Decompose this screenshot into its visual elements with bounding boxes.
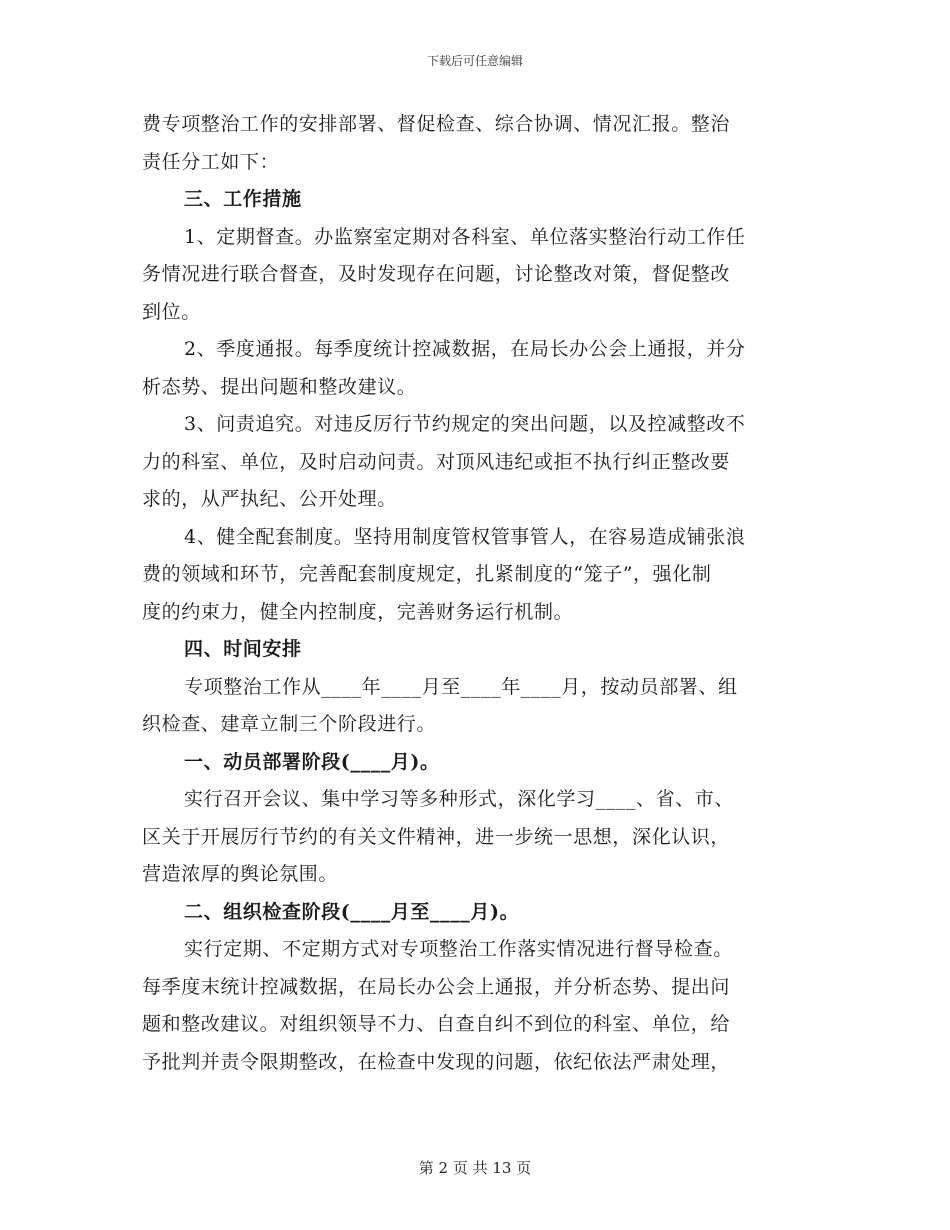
body-line: 4、健全配套制度。坚持用制度管权管事管人，在容易造成铺张浪 (184, 525, 746, 548)
body-line: 1、定期督查。办监察室定期对各科室、单位落实整治行动工作任 (184, 225, 746, 248)
body-line: 责任分工如下： (142, 150, 280, 173)
body-line: 织检查、建章立制三个阶段进行。 (142, 713, 437, 735)
body-line: 专项整治工作从____年____月至____年____月，按动员部署、组 (184, 675, 738, 698)
phase-heading: 一、动员部署阶段(____月)。 (184, 750, 440, 773)
body-line: 每季度末统计控减数据，在局长办公会上通报，并分析态势、提出问 (142, 975, 731, 998)
body-line: 析态势、提出问题和整改建议。 (142, 375, 417, 398)
body-line: 度的约束力，健全内控制度，完善财务运行机制。 (142, 600, 574, 623)
body-line: 费专项整治工作的安排部署、督促检查、综合协调、情况汇报。整治 (142, 113, 731, 135)
page-header: 下载后可任意编辑 (426, 54, 523, 68)
body-line: 2、季度通报。每季度统计控减数据，在局长办公会上通报，并分 (184, 338, 746, 360)
body-line: 力的科室、单位，及时启动问责。对顶风违纪或拒不执行纠正整改要 (142, 450, 731, 473)
body-line: 予批判并责令限期整改，在检查中发现的问题，依纪依法严肃处理， (142, 1050, 731, 1073)
body-line: 营造浓厚的舆论氛围。 (142, 863, 339, 885)
body-line: 实行召开会议、集中学习等多种形式，深化学习____、省、市、 (184, 788, 735, 810)
section-heading: 三、工作措施 (184, 188, 302, 210)
body-line: 费的领域和环节，完善配套制度规定，扎紧制度的“笼子”，强化制 (142, 563, 712, 585)
page-footer: 第 2 页 共 13 页 (418, 1159, 532, 1177)
body-line: 题和整改建议。对组织领导不力、自查自纠不到位的科室、单位，给 (142, 1013, 731, 1035)
body-line: 区关于开展厉行节约的有关文件精神，进一步统一思想，深化认识， (142, 825, 731, 848)
section-heading: 四、时间安排 (184, 638, 302, 660)
body-line: 到位。 (142, 300, 201, 323)
body-line: 务情况进行联合督查，及时发现存在问题，讨论整改对策，督促整改 (142, 263, 731, 285)
body-line: 求的，从严执纪、公开处理。 (142, 488, 397, 510)
body-line: 3、问责追究。对违反厉行节约规定的突出问题，以及控减整改不 (184, 413, 746, 435)
phase-heading: 二、组织检查阶段(____月至____月)。 (184, 900, 520, 923)
document-body (142, 106, 810, 1081)
body-line: 实行定期、不定期方式对专项整治工作落实情况进行督导检查。 (184, 938, 733, 960)
